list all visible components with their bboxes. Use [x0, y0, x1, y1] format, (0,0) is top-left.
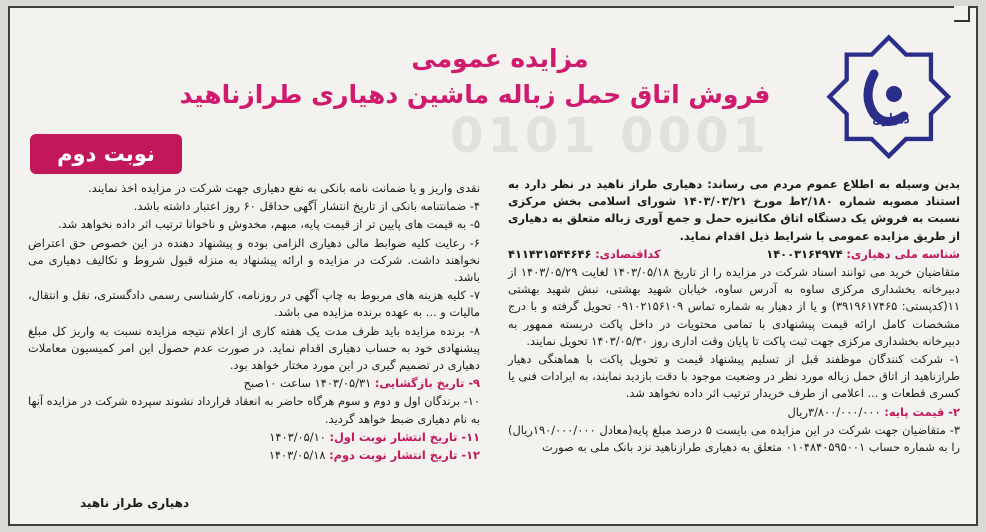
corner-mark: [954, 6, 970, 22]
economic-code-label: کداقتصادی:: [595, 246, 661, 261]
left-column: [28, 180, 480, 465]
national-id-label: شناسه ملی دهیاری:: [846, 246, 960, 261]
base-price-row: [508, 404, 960, 421]
logo-text: دهیاری: [872, 112, 910, 127]
condition-item: ۴- ضمانتنامه بانکی از تاریخ انتشار آگهی حداقل ۶۰ روز اعتبار داشته باشد.: [133, 199, 480, 214]
condition-item: ۱۰- برندگان اول و دوم و سوم هرگاه حاضر به انعقاد قرارداد نشوند سپرده شرکت در مزایده آنها به نام دهیاری ضبط خواهد گردید.: [28, 394, 480, 426]
ids-row: [508, 246, 960, 263]
watermark-icon: 0101 0001: [450, 108, 770, 164]
signature: دهیاری طراز ناهید: [80, 496, 190, 510]
condition-item: ۳- متقاضیان جهت شرکت در این مزایده می بایست ۵ درصد مبلغ پایه(معادل ۱۹۰/۰۰۰/۰۰۰ریال) را به شماره حساب ۰۱۰۴۸۴۰۵۹۵۰۰۱ متعلق به دهیاری طرازناهید نزد بانک ملی به صورت: [508, 422, 961, 455]
publication-date-1-value: ۱۴۰۳/۰۵/۱۰: [269, 429, 326, 444]
publication-date-2-label: ۱۲- تاریخ انتشار نوبت دوم:: [329, 448, 480, 463]
condition-item: ۷- کلیه هزینه های مربوط به چاپ آگهی در روزنامه، کارشناسی رسمی دادگستری، نقل و انتقال، مالیات و ... به عهده برنده مزایده می باشد.: [28, 288, 480, 320]
right-paragraph: متقاضیان خرید می توانند اسناد شرکت در مزایده را از تاریخ ۱۴۰۳/۰۵/۱۸ لغایت ۱۴۰۳/۰۵/۲۹ از دبیرخانه بخشداری مرکزی ساوه به آدرس ساوه، خیابان شهید بهشتی، نبش شهید بهشتی ۱۱(کدپستی: ۳۹۱۹۶۱۷۴۶۵) و یا از دهیار به شماره تماس ۰۹۱۰۲۱۵۶۱۰۹ تحویل گرفته و با درج مشخصات کامل ارائه قیمت پیشنهادی با تمامی محتویات در داخل پاکت دربسته ممهور به دبیرخانه بخشداری مرکزی جهت ثبت پاکت تا پایان وقت اداری روز ۱۴۰۳/۰۵/۳۰ تحویل نمایند.: [508, 265, 960, 348]
condition-item: ۱- شرکت کنندگان موظفند قبل از تسلیم پیشنهاد قیمت و تحویل پاکت با هماهنگی دهیار طرازناهید از اتاق حمل زباله مورد نظر در وضعیت موجود با دقت بازدید نمایند، به ایرادات فنی یا کسری قطعات و ... اعلامی از طرف خریدار ترتیب اثر داده نخواهد شد.: [508, 352, 960, 401]
dehyari-logo-icon: [814, 34, 964, 164]
publication-date-2-row: [28, 447, 480, 464]
right-column: [508, 176, 960, 457]
opening-date-row: [28, 375, 480, 392]
economic-code-value: ۴۱۱۴۳۱۵۴۴۶۴۶: [508, 246, 592, 261]
page-subtitle: فروش اتاق حمل زباله ماشین دهیاری طرازناهید: [179, 80, 771, 109]
condition-item: نقدی واریز و یا ضمانت نامه بانکی به نفع دهیاری جهت شرکت در مزایده اخذ نمایند.: [88, 181, 480, 195]
condition-item: ۵- به قیمت های پایین تر از قیمت پایه، مبهم، مخدوش و ناخوانا ترتیب اثر داده نخواهد شد.: [58, 217, 480, 232]
round-badge: نوبت دوم: [30, 134, 182, 174]
publication-date-2-value: ۱۴۰۳/۰۵/۱۸: [268, 448, 326, 463]
opening-date-value: ۱۴۰۳/۰۵/۳۱ ساعت ۱۰صبح: [243, 376, 372, 391]
publication-date-1-label: ۱۱- تاریخ انتشار نوبت اول:: [329, 429, 480, 444]
national-id-value: ۱۴۰۰۳۱۶۴۹۷۴: [766, 246, 843, 261]
page-title: مزایده عمومی: [411, 44, 589, 73]
condition-item: ۸- برنده مزایده باید ظرف مدت یک هفته کاری از اعلام نتیجه مزایده نسبت به واریز کل مبلغ پیشنهادی خود به حساب دهیاری اقدام نماید. در صورت عدم حصول این امر کمیسیون معاملات دهیاری در تصمیم گیری در این مورد مختار خواهد بود.: [28, 323, 480, 373]
base-price-value: ۳/۸۰۰/۰۰۰/۰۰۰ریال: [787, 404, 881, 419]
advertisement-page: [8, 6, 978, 526]
intro-paragraph: بدین وسیله به اطلاع عموم مردم می رساند: دهیاری طراز ناهید در نظر دارد به استناد مصوبه شماره ۲/۱۸۰ط مورخ ۱۴۰۳/۰۳/۲۱ شورای اسلامی بخش مرکزی نسبت به فروش یک دستگاه اتاق مکانیزه حمل و جمع آوری زباله متعلق به دهیاری از طریق مزایده عمومی با شرایط ذیل اقدام نماید.: [508, 177, 960, 243]
opening-date-label: ۹- تاریخ بازگشایی:: [374, 376, 480, 391]
condition-item: ۶- رعایت کلیه ضوابط مالی دهیاری الزامی بوده و پیشنهاد دهنده در این خصوص حق اعتراض نخواهند داشت. شرکت در مزایده و ارائه پیشنهاد به منزله قبول شروط و تکالیف دهیاری می باشد.: [28, 235, 480, 285]
base-price-label: ۲- قیمت پایه:: [884, 404, 960, 419]
publication-date-1-row: [28, 429, 480, 446]
